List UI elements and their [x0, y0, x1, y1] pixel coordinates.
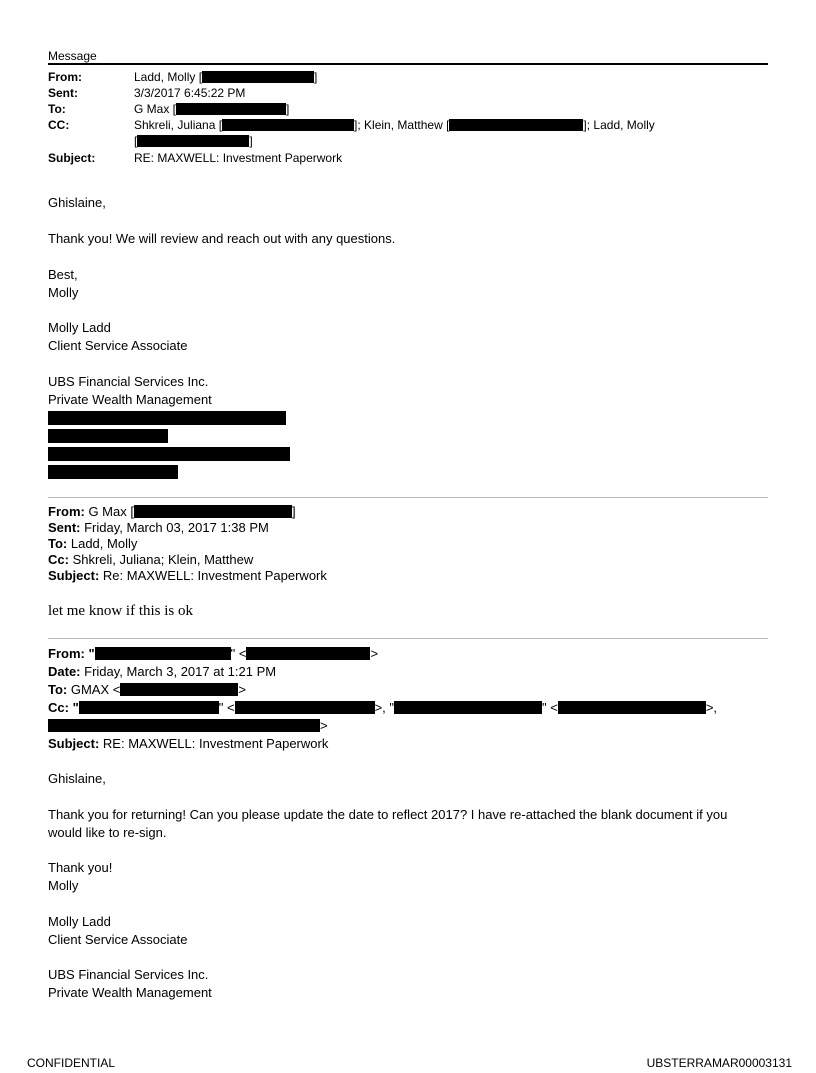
redaction	[449, 119, 583, 131]
subject-label: Subject:	[48, 151, 96, 165]
msg2-cc-label: Cc:	[48, 552, 69, 567]
redaction	[120, 683, 238, 696]
cc-value	[134, 117, 655, 133]
redaction	[48, 429, 168, 443]
cc-part2: ]; Klein, Matthew [	[354, 118, 450, 132]
redaction	[95, 647, 231, 660]
to-bracket: ]	[286, 102, 290, 116]
msg2-sent-label: Sent:	[48, 520, 81, 535]
redaction	[48, 411, 286, 425]
header-divider	[48, 63, 768, 65]
msg3-closing1: Thank you!	[48, 860, 113, 875]
msg3-from-line	[48, 645, 378, 663]
msg3-cc-quote3: >, "	[374, 700, 394, 715]
redaction	[394, 701, 542, 714]
msg3-sig-company: UBS Financial Services Inc.	[48, 967, 209, 982]
cc-part1: Shkreli, Juliana [	[134, 118, 223, 132]
msg3-subject-label: Subject:	[48, 736, 100, 751]
msg3-from-label: From:	[48, 646, 85, 661]
msg3-from-end: >	[370, 646, 379, 661]
redaction	[202, 71, 314, 83]
message-label: Message	[48, 49, 97, 63]
msg2-to-value: Ladd, Molly	[67, 536, 138, 551]
msg3-subject-line	[48, 735, 328, 753]
msg3-cc-quote2: " <	[218, 700, 235, 715]
message-divider	[48, 497, 768, 498]
msg2-from-value: G Max [	[84, 504, 134, 519]
msg3-cc-line	[48, 699, 717, 717]
msg3-cc-line2	[48, 717, 328, 735]
footer-bates-number: UBSTERRAMAR00003131	[646, 1056, 792, 1070]
msg3-date-value: Friday, March 3, 2017 at 1:21 PM	[80, 664, 277, 679]
msg3-to-line	[48, 681, 246, 699]
msg3-cc-line2-end: >	[320, 718, 328, 733]
msg3-closing2: Molly	[48, 878, 79, 893]
msg3-sig-division: Private Wealth Management	[48, 985, 212, 1000]
msg3-to-value: GMAX <	[67, 682, 121, 697]
msg3-cc-quote4: " <	[542, 700, 558, 715]
redaction	[176, 103, 286, 115]
cc-bracket-close: ]	[249, 134, 253, 148]
cc-value-line2	[134, 133, 253, 149]
to-label: To:	[48, 102, 66, 116]
msg2-subject-label: Subject:	[48, 568, 100, 583]
subject-value: RE: MAXWELL: Investment Paperwork	[134, 151, 343, 165]
msg3-to-label: To:	[48, 682, 68, 697]
from-value	[134, 69, 317, 85]
sent-label: Sent:	[48, 86, 78, 100]
message-divider	[48, 638, 768, 639]
msg1-body: Thank you! We will review and reach out with any questions.	[48, 231, 396, 246]
msg3-body-line1: Thank you for returning! Can you please update the date to reflect 2017? I have re-attached the blank document if you	[48, 807, 728, 822]
cc-label: CC:	[48, 118, 70, 132]
redaction	[48, 447, 290, 461]
msg3-cc-quote5: >,	[705, 700, 718, 715]
msg1-closing1: Best,	[48, 267, 78, 282]
msg3-sig-name: Molly Ladd	[48, 914, 111, 929]
msg2-from-label: From:	[48, 504, 85, 519]
msg2-to-label: To:	[48, 536, 68, 551]
from-name: Ladd, Molly [	[134, 70, 203, 84]
msg2-subject-line	[48, 567, 327, 585]
cc-part3: ]; Ladd, Molly	[583, 118, 655, 132]
msg3-greeting: Ghislaine,	[48, 771, 106, 786]
msg3-date-line	[48, 663, 276, 681]
redaction	[558, 701, 706, 714]
to-name: G Max [	[134, 102, 177, 116]
msg1-closing2: Molly	[48, 285, 79, 300]
msg3-from-quote2: " <	[230, 646, 247, 661]
msg3-subject-value: RE: MAXWELL: Investment Paperwork	[99, 736, 329, 751]
msg2-body: let me know if this is ok	[48, 603, 193, 619]
msg1-sig-title: Client Service Associate	[48, 338, 188, 353]
msg3-cc-label: Cc:	[48, 700, 69, 715]
cc-bracket-open: [	[134, 134, 138, 148]
msg3-cc-quote: "	[68, 700, 79, 715]
to-value	[134, 101, 289, 117]
msg1-sig-division: Private Wealth Management	[48, 392, 212, 407]
msg3-sig-title: Client Service Associate	[48, 932, 188, 947]
redaction	[48, 719, 320, 732]
footer-confidential: CONFIDENTIAL	[27, 1056, 116, 1070]
msg1-sig-name: Molly Ladd	[48, 320, 111, 335]
msg2-from-bracket: ]	[291, 504, 296, 519]
redaction	[79, 701, 219, 714]
msg2-subject-value: Re: MAXWELL: Investment Paperwork	[99, 568, 327, 583]
msg2-sent-value: Friday, March 03, 2017 1:38 PM	[80, 520, 269, 535]
msg3-body-line2: would like to re-sign.	[48, 825, 167, 840]
msg2-cc-value: Shkreli, Juliana; Klein, Matthew	[68, 552, 254, 567]
redaction	[235, 701, 375, 714]
redaction	[134, 505, 292, 518]
redaction	[222, 119, 354, 131]
msg3-from-quote: "	[84, 646, 95, 661]
from-bracket: ]	[314, 70, 318, 84]
redaction	[246, 647, 370, 660]
msg1-greeting: Ghislaine,	[48, 195, 106, 210]
redaction	[48, 465, 178, 479]
redaction	[137, 135, 249, 147]
msg3-to-end: >	[238, 682, 246, 697]
msg1-sig-company: UBS Financial Services Inc.	[48, 374, 209, 389]
sent-value: 3/3/2017 6:45:22 PM	[134, 86, 246, 100]
msg3-date-label: Date:	[48, 664, 81, 679]
from-label: From:	[48, 70, 82, 84]
